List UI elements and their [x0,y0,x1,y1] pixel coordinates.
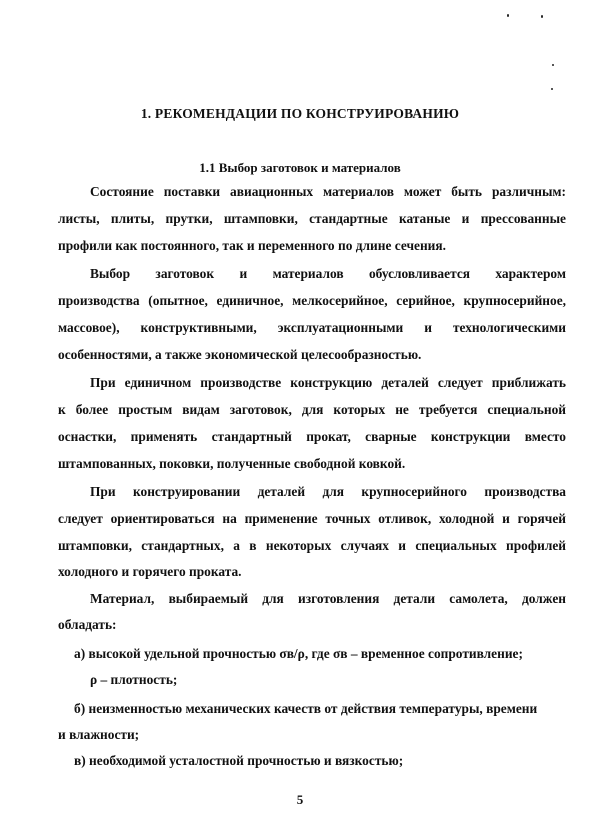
text-line: профили как постоянного, так и переменного по длине сечения. [58,238,446,253]
text-line: Выбор заготовок и материалов обусловливается характером [90,266,566,281]
scan-speck [541,15,543,18]
text-line: а) высокой удельной прочностью σв/ρ, где σв – временное сопротивление; [74,646,523,661]
text-line: При единичном производстве конструкцию деталей следует приближать [90,375,566,390]
text-line: листы, плиты, прутки, штамповки, стандартные катаные и прессованные [58,211,566,226]
text-line: ρ – плотность; [90,672,178,687]
text-line: особенностями, а также экономической целесообразностью. [58,347,422,362]
section-title: 1.1 Выбор заготовок и материалов [199,160,401,175]
text-line: Состояние поставки авиационных материалов может быть различным: [90,184,566,199]
text-line: оснастки, применять стандартный прокат, сварные конструкции вместо [58,429,566,444]
text-line: и влажности; [58,727,140,742]
text-line: массовое), конструктивными, эксплуатационными и технологическими [58,320,566,335]
scan-speck [552,64,554,66]
text-line: холодного и горячего проката. [58,564,242,579]
text-line: к более простым видам заготовок, для которых не требуется специальной [58,402,566,417]
text-line: б) неизменностью механических качеств от действия температуры, времени [74,701,538,716]
text-line: обладать: [58,617,117,632]
text-line: Материал, выбираемый для изготовления детали самолета, должен [90,591,566,606]
text-line: штамповки, стандартных, а в некоторых случаях и специальных профилей [58,538,566,553]
text-line: следует ориентироваться на применение точных отливок, холодной и горячей [58,511,566,526]
text-line: При конструировании деталей для крупносерийного производства [90,484,566,499]
scan-speck [507,14,509,17]
text-line: в) необходимой усталостной прочностью и вязкостью; [74,753,404,768]
page-number: 5 [296,792,304,807]
scan-speck [551,88,553,90]
chapter-title: 1. РЕКОМЕНДАЦИИ ПО КОНСТРУИРОВАНИЮ [140,106,460,121]
text-line: штампованных, поковки, полученные свободной ковкой. [58,456,406,471]
text-line: производства (опытное, единичное, мелкосерийное, серийное, крупносерийное, [58,293,566,308]
